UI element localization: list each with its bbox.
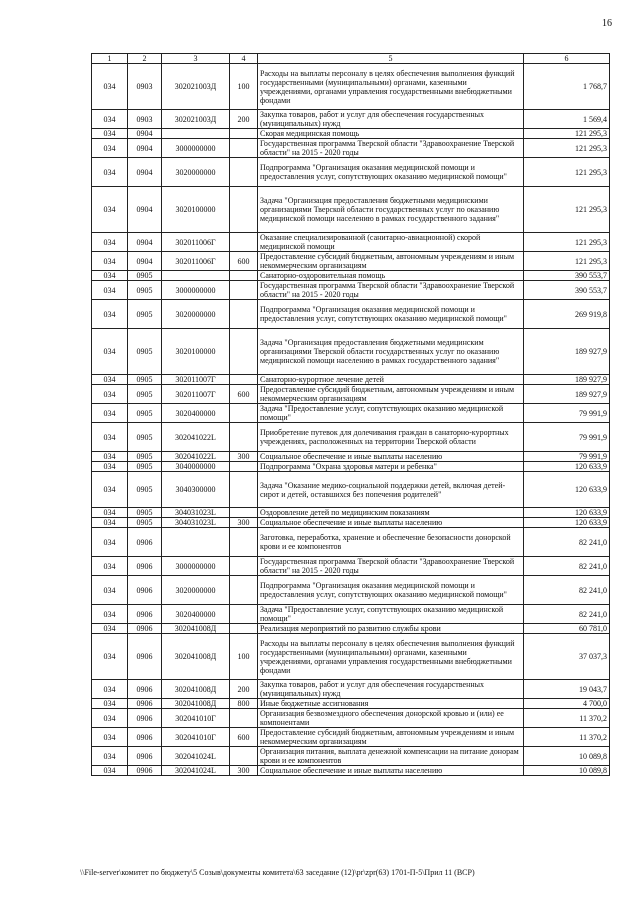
table-row: [92, 634, 610, 680]
cell-c3: 302041022L: [162, 423, 230, 452]
cell-c5: Расходы на выплаты персоналу в целях обеспечения выполнения функций государственными (муниципальными) органами, казенными учреждениями, органами управления государственными внебюджетными фондами: [258, 64, 524, 110]
table-row: [92, 110, 610, 129]
table-row: [92, 385, 610, 404]
table-row: [92, 528, 610, 557]
cell-c1: 034: [92, 518, 128, 528]
table-row: [92, 187, 610, 233]
cell-c4: [230, 404, 258, 423]
table-row: [92, 624, 610, 634]
cell-c6: 82 241,0: [524, 605, 610, 624]
cell-c1: 034: [92, 699, 128, 709]
cell-c6: 189 927,9: [524, 329, 610, 375]
cell-c2: 0906: [128, 709, 162, 728]
header-cell: 1: [92, 54, 128, 64]
cell-c2: 0905: [128, 508, 162, 518]
cell-c1: 034: [92, 766, 128, 776]
cell-c1: 034: [92, 576, 128, 605]
cell-c6: 121 295,3: [524, 158, 610, 187]
cell-c5: Заготовка, переработка, хранение и обеспечение безопасности донорской крови и ее компонентов: [258, 528, 524, 557]
cell-c5: Задача "Организация предоставления бюджетными медицинским организациями Тверской области государственных услуг по оказанию медицинской помощи населению в рамках государственного задания": [258, 329, 524, 375]
table-row: [92, 709, 610, 728]
table-row: [92, 508, 610, 518]
cell-c2: 0905: [128, 423, 162, 452]
cell-c2: 0905: [128, 472, 162, 508]
header-cell: 5: [258, 54, 524, 64]
table-row: [92, 462, 610, 472]
cell-c3: 302041010Г: [162, 728, 230, 747]
cell-c5: Расходы на выплаты персоналу в целях обеспечения выполнения функций государственными (муниципальными) органами, казенными учреждениями, органами управления государственными внебюджетными фондами: [258, 634, 524, 680]
cell-c4: 600: [230, 728, 258, 747]
cell-c4: 600: [230, 252, 258, 271]
table-row: [92, 699, 610, 709]
cell-c3: 302041008Д: [162, 634, 230, 680]
cell-c4: 100: [230, 64, 258, 110]
table-row: [92, 281, 610, 300]
cell-c1: 034: [92, 233, 128, 252]
cell-c6: 82 241,0: [524, 528, 610, 557]
table-row: [92, 404, 610, 423]
cell-c4: [230, 605, 258, 624]
cell-c6: 79 991,9: [524, 423, 610, 452]
cell-c6: 390 553,7: [524, 281, 610, 300]
cell-c4: [230, 233, 258, 252]
cell-c3: [162, 129, 230, 139]
header-cell: 2: [128, 54, 162, 64]
cell-c6: 120 633,9: [524, 518, 610, 528]
cell-c5: Оздоровление детей по медицинским показаниям: [258, 508, 524, 518]
cell-c1: 034: [92, 634, 128, 680]
cell-c6: 121 295,3: [524, 233, 610, 252]
cell-c1: 034: [92, 281, 128, 300]
cell-c3: 3040000000: [162, 462, 230, 472]
cell-c3: 3020000000: [162, 576, 230, 605]
cell-c2: 0906: [128, 747, 162, 766]
cell-c6: 37 037,3: [524, 634, 610, 680]
cell-c3: 3020400000: [162, 404, 230, 423]
cell-c6: 11 370,2: [524, 728, 610, 747]
table-row: [92, 271, 610, 281]
cell-c3: 3000000000: [162, 139, 230, 158]
cell-c1: 034: [92, 329, 128, 375]
table-row: [92, 472, 610, 508]
cell-c2: 0906: [128, 576, 162, 605]
cell-c2: 0905: [128, 329, 162, 375]
cell-c5: Закупка товаров, работ и услуг для обеспечения государственных (муниципальных) нужд: [258, 110, 524, 129]
cell-c3: 3020000000: [162, 300, 230, 329]
cell-c6: 121 295,3: [524, 129, 610, 139]
cell-c1: 034: [92, 508, 128, 518]
cell-c2: 0904: [128, 129, 162, 139]
table-row: [92, 452, 610, 462]
cell-c1: 034: [92, 404, 128, 423]
cell-c1: 034: [92, 747, 128, 766]
cell-c6: 79 991,9: [524, 452, 610, 462]
cell-c6: 82 241,0: [524, 576, 610, 605]
cell-c6: 189 927,9: [524, 375, 610, 385]
cell-c1: 034: [92, 271, 128, 281]
cell-c3: 3020100000: [162, 187, 230, 233]
cell-c5: Санаторно-оздоровительная помощь: [258, 271, 524, 281]
cell-c5: Предоставление субсидий бюджетным, автономным учреждениям и иным некоммерческим организациям: [258, 728, 524, 747]
cell-c5: Оказание специализированной (санитарно-авиационной) скорой медицинской помощи: [258, 233, 524, 252]
cell-c6: 19 043,7: [524, 680, 610, 699]
cell-c5: Предоставление субсидий бюджетным, автономным учреждениям и иным некоммерческим организациям: [258, 385, 524, 404]
cell-c5: Скорая медицинская помощь: [258, 129, 524, 139]
cell-c6: 390 553,7: [524, 271, 610, 281]
cell-c2: 0905: [128, 404, 162, 423]
table-row: [92, 139, 610, 158]
cell-c6: 120 633,9: [524, 462, 610, 472]
cell-c3: 3020400000: [162, 605, 230, 624]
cell-c3: 302011006Г: [162, 233, 230, 252]
cell-c1: 034: [92, 129, 128, 139]
cell-c3: 302021003Д: [162, 64, 230, 110]
file-path-footer: \\File-server\комитет по бюджету\5 Созыв\документы комитета\63 заседание (12)\pr\zpr(63) 1701-П-5\Прил 11 (ВСР): [80, 868, 475, 877]
cell-c6: 11 370,2: [524, 709, 610, 728]
cell-c4: [230, 271, 258, 281]
cell-c4: [230, 709, 258, 728]
cell-c5: Задача "Предоставление услуг, сопутствующих оказанию медицинской помощи": [258, 404, 524, 423]
cell-c6: 121 295,3: [524, 139, 610, 158]
cell-c1: 034: [92, 680, 128, 699]
cell-c1: 034: [92, 528, 128, 557]
cell-c5: Приобретение путевок для долечивания граждан в санаторно-курортных учреждениях, расположенных на территории Тверской области: [258, 423, 524, 452]
cell-c2: 0905: [128, 281, 162, 300]
cell-c2: 0905: [128, 300, 162, 329]
cell-c2: 0904: [128, 158, 162, 187]
cell-c3: 304031023L: [162, 518, 230, 528]
cell-c2: 0906: [128, 557, 162, 576]
cell-c2: 0905: [128, 462, 162, 472]
header-cell: 4: [230, 54, 258, 64]
cell-c1: 034: [92, 462, 128, 472]
cell-c4: 200: [230, 680, 258, 699]
cell-c5: Закупка товаров, работ и услуг для обеспечения государственных (муниципальных) нужд: [258, 680, 524, 699]
cell-c4: [230, 528, 258, 557]
cell-c3: 302011007Г: [162, 375, 230, 385]
cell-c6: 120 633,9: [524, 472, 610, 508]
cell-c1: 034: [92, 728, 128, 747]
table-row: [92, 233, 610, 252]
cell-c3: 302011006Г: [162, 252, 230, 271]
cell-c5: Подпрограмма "Организация оказания медицинской помощи и предоставления услуг, сопутствующих оказанию медицинской помощи": [258, 158, 524, 187]
cell-c2: 0906: [128, 728, 162, 747]
cell-c3: 302041008Д: [162, 699, 230, 709]
table-row: [92, 766, 610, 776]
cell-c2: 0904: [128, 139, 162, 158]
table-row: [92, 557, 610, 576]
cell-c4: 300: [230, 452, 258, 462]
cell-c1: 034: [92, 709, 128, 728]
table-row: [92, 158, 610, 187]
cell-c5: Задача "Организация предоставления бюджетными медицинскими организациями Тверской области государственных услуг по оказанию медицинской помощи населению в рамках государственного задания": [258, 187, 524, 233]
cell-c5: Санаторно-курортное лечение детей: [258, 375, 524, 385]
cell-c3: 302041024L: [162, 766, 230, 776]
cell-c6: 82 241,0: [524, 557, 610, 576]
cell-c3: 302021003Д: [162, 110, 230, 129]
cell-c4: 300: [230, 518, 258, 528]
cell-c5: Предоставление субсидий бюджетным, автономным учреждениям и иным некоммерческим организациям: [258, 252, 524, 271]
table-row: [92, 747, 610, 766]
cell-c4: 600: [230, 385, 258, 404]
cell-c3: 302041010Г: [162, 709, 230, 728]
cell-c5: Государственная программа Тверской области "Здравоохранение Тверской области" на 2015 - 2020 годы: [258, 557, 524, 576]
budget-table: [91, 53, 610, 776]
cell-c4: [230, 187, 258, 233]
cell-c2: 0905: [128, 452, 162, 462]
cell-c4: [230, 300, 258, 329]
cell-c5: Задача "Оказание медико-социальной поддержки детей, включая детей-сирот и детей, оставшихся без попечения родителей": [258, 472, 524, 508]
cell-c6: 79 991,9: [524, 404, 610, 423]
cell-c2: 0905: [128, 518, 162, 528]
cell-c5: Организация питания, выплата денежной компенсации на питание донорам крови и ее компонентов: [258, 747, 524, 766]
cell-c4: 300: [230, 766, 258, 776]
cell-c1: 034: [92, 472, 128, 508]
cell-c3: 302011007Г: [162, 385, 230, 404]
cell-c2: 0906: [128, 528, 162, 557]
cell-c5: Подпрограмма "Организация оказания медицинской помощи и предоставления услуг, сопутствующих оказанию медицинской помощи": [258, 576, 524, 605]
cell-c4: 200: [230, 110, 258, 129]
table-header-row: [92, 54, 610, 64]
cell-c3: 3040300000: [162, 472, 230, 508]
cell-c1: 034: [92, 385, 128, 404]
cell-c6: 4 700,0: [524, 699, 610, 709]
cell-c1: 034: [92, 110, 128, 129]
cell-c5: Иные бюджетные ассигнования: [258, 699, 524, 709]
cell-c5: Государственная программа Тверской области "Здравоохранение Тверской области" на 2015 - 2020 годы: [258, 281, 524, 300]
cell-c4: [230, 329, 258, 375]
cell-c5: Подпрограмма "Организация оказания медицинской помощи и предоставления услуг, сопутствующих оказанию медицинской помощи": [258, 300, 524, 329]
cell-c2: 0903: [128, 110, 162, 129]
cell-c5: Социальное обеспечение и иные выплаты населению: [258, 766, 524, 776]
cell-c1: 034: [92, 252, 128, 271]
cell-c1: 034: [92, 300, 128, 329]
cell-c1: 034: [92, 557, 128, 576]
cell-c4: 100: [230, 634, 258, 680]
cell-c2: 0905: [128, 385, 162, 404]
cell-c4: [230, 281, 258, 300]
cell-c6: 120 633,9: [524, 508, 610, 518]
cell-c2: 0906: [128, 634, 162, 680]
table-row: [92, 252, 610, 271]
table-row: [92, 605, 610, 624]
cell-c4: [230, 462, 258, 472]
cell-c4: [230, 472, 258, 508]
cell-c2: 0904: [128, 233, 162, 252]
cell-c6: 121 295,3: [524, 252, 610, 271]
cell-c5: Подпрограмма "Охрана здоровья матери и ребенка": [258, 462, 524, 472]
table-row: [92, 680, 610, 699]
cell-c3: [162, 271, 230, 281]
cell-c6: 60 781,0: [524, 624, 610, 634]
cell-c1: 034: [92, 605, 128, 624]
cell-c3: [162, 528, 230, 557]
cell-c1: 034: [92, 158, 128, 187]
cell-c1: 034: [92, 423, 128, 452]
table-row: [92, 64, 610, 110]
cell-c6: 1 768,7: [524, 64, 610, 110]
cell-c3: 302041008Д: [162, 624, 230, 634]
cell-c4: 800: [230, 699, 258, 709]
cell-c3: 3000000000: [162, 557, 230, 576]
table-row: [92, 576, 610, 605]
cell-c3: 3000000000: [162, 281, 230, 300]
cell-c6: 10 089,8: [524, 766, 610, 776]
cell-c4: [230, 158, 258, 187]
cell-c2: 0906: [128, 605, 162, 624]
header-cell: 3: [162, 54, 230, 64]
cell-c3: 302041022L: [162, 452, 230, 462]
cell-c3: 302041024L: [162, 747, 230, 766]
cell-c2: 0903: [128, 64, 162, 110]
cell-c1: 034: [92, 187, 128, 233]
table-row: [92, 129, 610, 139]
cell-c2: 0904: [128, 187, 162, 233]
cell-c5: Государственная программа Тверской области "Здравоохранение Тверской области" на 2015 - 2020 годы: [258, 139, 524, 158]
cell-c1: 034: [92, 624, 128, 634]
cell-c6: 121 295,3: [524, 187, 610, 233]
cell-c1: 034: [92, 64, 128, 110]
cell-c3: 302041008Д: [162, 680, 230, 699]
cell-c4: [230, 423, 258, 452]
table-row: [92, 329, 610, 375]
cell-c2: 0906: [128, 766, 162, 776]
cell-c2: 0904: [128, 252, 162, 271]
cell-c6: 269 919,8: [524, 300, 610, 329]
cell-c2: 0905: [128, 271, 162, 281]
cell-c6: 189 927,9: [524, 385, 610, 404]
cell-c4: [230, 557, 258, 576]
cell-c3: 3020000000: [162, 158, 230, 187]
cell-c4: [230, 624, 258, 634]
table-row: [92, 728, 610, 747]
cell-c5: Социальное обеспечение и иные выплаты населению: [258, 452, 524, 462]
table-row: [92, 518, 610, 528]
cell-c2: 0906: [128, 699, 162, 709]
cell-c5: Задача "Предоставление услуг, сопутствующих оказанию медицинской помощи": [258, 605, 524, 624]
page-number: 16: [602, 18, 612, 29]
cell-c2: 0906: [128, 680, 162, 699]
cell-c5: Социальное обеспечение и иные выплаты населению: [258, 518, 524, 528]
cell-c4: [230, 576, 258, 605]
header-cell: 6: [524, 54, 610, 64]
cell-c2: 0906: [128, 624, 162, 634]
cell-c5: Реализация мероприятий по развитию службы крови: [258, 624, 524, 634]
cell-c4: [230, 508, 258, 518]
cell-c2: 0905: [128, 375, 162, 385]
table-row: [92, 375, 610, 385]
cell-c3: 3020100000: [162, 329, 230, 375]
cell-c3: 304031023L: [162, 508, 230, 518]
cell-c1: 034: [92, 139, 128, 158]
table-row: [92, 423, 610, 452]
cell-c4: [230, 375, 258, 385]
cell-c1: 034: [92, 452, 128, 462]
cell-c1: 034: [92, 375, 128, 385]
cell-c4: [230, 747, 258, 766]
cell-c5: Организация безвозмездного обеспечения донорской кровью и (или) ее компонентами: [258, 709, 524, 728]
cell-c4: [230, 139, 258, 158]
table-row: [92, 300, 610, 329]
cell-c6: 10 089,8: [524, 747, 610, 766]
cell-c6: 1 569,4: [524, 110, 610, 129]
cell-c4: [230, 129, 258, 139]
